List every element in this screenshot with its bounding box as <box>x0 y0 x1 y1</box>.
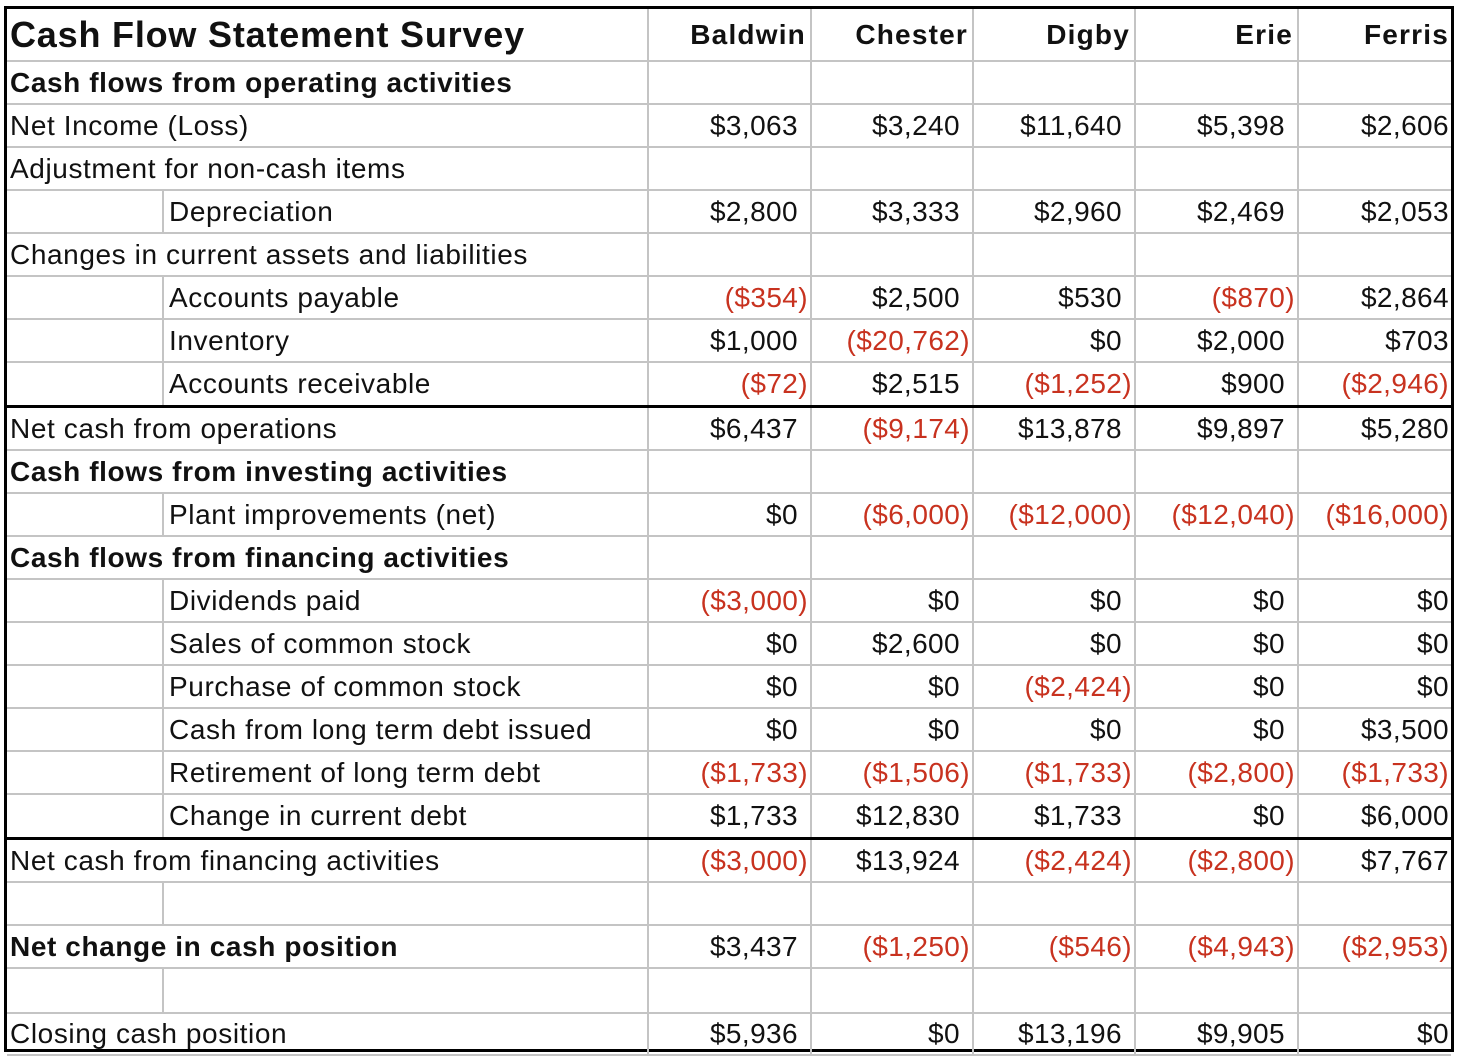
value-cell: $0 <box>649 494 812 535</box>
value-cell <box>812 537 974 578</box>
row-label <box>7 234 649 275</box>
table-row <box>7 363 1451 408</box>
row-label <box>7 623 649 664</box>
value-cell: ($2,424) <box>974 840 1136 881</box>
value-cell: $0 <box>812 666 974 707</box>
value-cell <box>1299 537 1451 578</box>
row-label <box>7 408 649 449</box>
value-cell: $2,960 <box>974 191 1136 232</box>
value-cell <box>1299 62 1451 103</box>
table-row <box>7 580 1451 623</box>
value-cell: ($6,000) <box>812 494 974 535</box>
table-row <box>7 623 1451 666</box>
value-cell: $5,398 <box>1136 105 1299 146</box>
value-cell: ($870) <box>1136 277 1299 318</box>
value-cell: $2,864 <box>1360 281 1449 313</box>
value-cell <box>649 883 812 924</box>
value-cell: $11,640 <box>974 105 1136 146</box>
value-cell: $6,437 <box>649 408 812 449</box>
table-row <box>7 451 1451 494</box>
value-cell: $703 <box>1385 324 1449 356</box>
value-cell: ($20,762) <box>812 320 974 361</box>
value-cell <box>974 234 1136 275</box>
row-label <box>7 883 649 924</box>
row-label-text: Cash from long term debt issued <box>169 713 593 745</box>
value-cell: $1,733 <box>974 795 1136 837</box>
row-label <box>7 62 649 103</box>
value-cell: ($1,733) <box>649 752 812 793</box>
company-header-baldwin: Baldwin <box>649 9 812 60</box>
row-label-text: Net Income (Loss) <box>10 109 249 141</box>
value-cell: $3,063 <box>649 105 812 146</box>
value-cell: ($9,174) <box>812 408 974 449</box>
value-cell: ($3,000) <box>649 840 812 881</box>
value-cell: $0 <box>1417 584 1449 616</box>
value-cell <box>812 969 974 1012</box>
company-header-ferris: Ferris <box>1363 18 1449 50</box>
row-label <box>7 363 649 405</box>
row-label-text: Changes in current assets and liabilities <box>10 238 528 270</box>
table-row <box>7 320 1451 363</box>
row-label <box>7 752 649 793</box>
value-cell <box>649 969 812 1012</box>
row-label-text: Closing cash position <box>10 1018 288 1049</box>
value-cell <box>1299 148 1451 189</box>
company-header-chester: Chester <box>812 9 974 60</box>
value-cell <box>974 62 1136 103</box>
value-cell: ($72) <box>649 363 812 405</box>
value-cell <box>1136 234 1299 275</box>
company-header-digby: Digby <box>974 9 1136 60</box>
value-cell: $0 <box>1136 795 1299 837</box>
value-cell: $0 <box>812 709 974 750</box>
value-cell <box>649 451 812 492</box>
cash-flow-table <box>4 6 1454 1052</box>
value-cell: $0 <box>1136 623 1299 664</box>
row-label-text: Plant improvements (net) <box>169 498 497 530</box>
row-label-text: Net cash from financing activities <box>10 844 440 876</box>
row-label-text: Cash flows from investing activities <box>10 455 508 487</box>
row-label-text: Net change in cash position <box>10 930 399 962</box>
row-label <box>7 148 649 189</box>
row-label <box>7 105 649 146</box>
value-cell: $5,936 <box>649 1014 812 1054</box>
table-row <box>7 62 1451 105</box>
value-cell: $0 <box>974 623 1136 664</box>
value-cell: $2,600 <box>812 623 974 664</box>
value-cell: ($1,733) <box>974 752 1136 793</box>
row-label-text: Depreciation <box>169 195 334 227</box>
value-cell: $3,437 <box>649 926 812 967</box>
value-cell: ($1,252) <box>974 363 1136 405</box>
value-cell: ($2,946) <box>1341 368 1449 399</box>
value-cell: $2,469 <box>1136 191 1299 232</box>
header-row <box>7 9 1451 62</box>
value-cell: $1,000 <box>649 320 812 361</box>
value-cell: $0 <box>974 320 1136 361</box>
value-cell <box>649 62 812 103</box>
row-label <box>7 840 649 881</box>
row-label <box>7 666 649 707</box>
value-cell: $5,280 <box>1360 412 1449 444</box>
value-cell: ($2,800) <box>1136 840 1299 881</box>
value-cell: $3,500 <box>1360 713 1449 745</box>
table-row <box>7 795 1451 840</box>
row-label <box>7 277 649 318</box>
value-cell: $0 <box>1417 670 1449 702</box>
value-cell: $0 <box>974 709 1136 750</box>
value-cell <box>1136 883 1299 924</box>
value-cell: $0 <box>1417 627 1449 659</box>
row-label <box>7 969 649 1012</box>
row-label-text: Cash flows from financing activities <box>10 541 510 573</box>
value-cell <box>1136 451 1299 492</box>
table-row <box>7 926 1451 969</box>
value-cell: $0 <box>812 1014 974 1054</box>
value-cell: $0 <box>1136 666 1299 707</box>
value-cell <box>812 234 974 275</box>
value-cell: $13,196 <box>974 1014 1136 1054</box>
row-label <box>7 1014 649 1054</box>
value-cell: ($2,424) <box>974 666 1136 707</box>
value-cell <box>1299 883 1451 924</box>
value-cell <box>974 148 1136 189</box>
value-cell: ($1,250) <box>812 926 974 967</box>
value-cell <box>812 148 974 189</box>
value-cell <box>1136 62 1299 103</box>
value-cell <box>974 969 1136 1012</box>
value-cell <box>649 537 812 578</box>
spacer-row <box>7 883 1451 926</box>
value-cell <box>974 451 1136 492</box>
table-row <box>7 537 1451 580</box>
value-cell <box>1136 148 1299 189</box>
value-cell: $0 <box>649 666 812 707</box>
value-cell: ($12,000) <box>974 494 1136 535</box>
value-cell: $0 <box>812 580 974 621</box>
value-cell: $6,000 <box>1360 800 1449 831</box>
row-label-text: Inventory <box>169 324 290 356</box>
table-row <box>7 148 1451 191</box>
value-cell: $2,000 <box>1136 320 1299 361</box>
row-label <box>7 320 649 361</box>
table-row <box>7 191 1451 234</box>
value-cell: $0 <box>649 709 812 750</box>
row-label-text: Adjustment for non-cash items <box>10 152 406 184</box>
value-cell <box>1136 969 1299 1012</box>
company-header-erie: Erie <box>1136 9 1299 60</box>
value-cell: ($16,000) <box>1325 498 1449 530</box>
spacer-row <box>7 969 1451 1014</box>
row-label <box>7 709 649 750</box>
row-label <box>7 580 649 621</box>
value-cell: ($546) <box>974 926 1136 967</box>
row-label <box>7 451 649 492</box>
value-cell <box>974 537 1136 578</box>
value-cell <box>649 234 812 275</box>
table-row <box>7 1014 1451 1056</box>
table-row <box>7 408 1451 451</box>
value-cell: $900 <box>1136 363 1299 405</box>
row-label <box>7 926 649 967</box>
value-cell: $2,500 <box>812 277 974 318</box>
table-row <box>7 277 1451 320</box>
row-label-text: Cash flows from operating activities <box>10 66 513 98</box>
table-row <box>7 840 1451 883</box>
value-cell: $13,878 <box>974 408 1136 449</box>
value-cell <box>812 883 974 924</box>
value-cell <box>1299 451 1451 492</box>
value-cell: $2,515 <box>812 363 974 405</box>
value-cell: $12,830 <box>812 795 974 837</box>
value-cell: $3,333 <box>812 191 974 232</box>
value-cell <box>974 883 1136 924</box>
table-row <box>7 494 1451 537</box>
table-row <box>7 666 1451 709</box>
row-label-text: Sales of common stock <box>169 627 472 659</box>
value-cell: $0 <box>649 623 812 664</box>
table-row <box>7 234 1451 277</box>
value-cell: $0 <box>1136 709 1299 750</box>
page-title: Cash Flow Statement Survey <box>7 9 649 60</box>
row-label-text: Net cash from operations <box>10 412 338 444</box>
value-cell: $3,240 <box>812 105 974 146</box>
value-cell: ($1,506) <box>812 752 974 793</box>
table-row <box>7 752 1451 795</box>
value-cell: $530 <box>974 277 1136 318</box>
row-label <box>7 537 649 578</box>
value-cell <box>812 451 974 492</box>
row-label <box>7 494 649 535</box>
table-row <box>7 105 1451 148</box>
value-cell: $0 <box>1417 1018 1449 1049</box>
value-cell <box>1299 969 1451 1012</box>
value-cell: $2,606 <box>1360 109 1449 141</box>
row-label-text: Change in current debt <box>169 800 468 831</box>
value-cell: $0 <box>974 580 1136 621</box>
value-cell: ($354) <box>649 277 812 318</box>
value-cell: ($3,000) <box>649 580 812 621</box>
value-cell: ($2,800) <box>1136 752 1299 793</box>
value-cell: ($12,040) <box>1136 494 1299 535</box>
value-cell: $0 <box>1136 580 1299 621</box>
value-cell: ($1,733) <box>1341 756 1449 788</box>
row-label-text: Retirement of long term debt <box>169 756 541 788</box>
value-cell: $9,897 <box>1136 408 1299 449</box>
value-cell: $13,924 <box>812 840 974 881</box>
row-label <box>7 795 649 837</box>
row-label-text: Dividends paid <box>169 584 362 616</box>
value-cell: ($4,943) <box>1136 926 1299 967</box>
value-cell <box>649 148 812 189</box>
value-cell: $9,905 <box>1136 1014 1299 1054</box>
row-label <box>7 191 649 232</box>
value-cell: $2,053 <box>1360 195 1449 227</box>
value-cell: ($2,953) <box>1341 930 1449 962</box>
row-label-text: Accounts receivable <box>169 368 431 399</box>
row-label-text: Purchase of common stock <box>169 670 522 702</box>
value-cell <box>1299 234 1451 275</box>
value-cell <box>1136 537 1299 578</box>
value-cell: $2,800 <box>649 191 812 232</box>
value-cell: $1,733 <box>649 795 812 837</box>
table-row <box>7 709 1451 752</box>
row-label-text: Accounts payable <box>169 281 400 313</box>
value-cell <box>812 62 974 103</box>
value-cell: $7,767 <box>1360 844 1449 876</box>
